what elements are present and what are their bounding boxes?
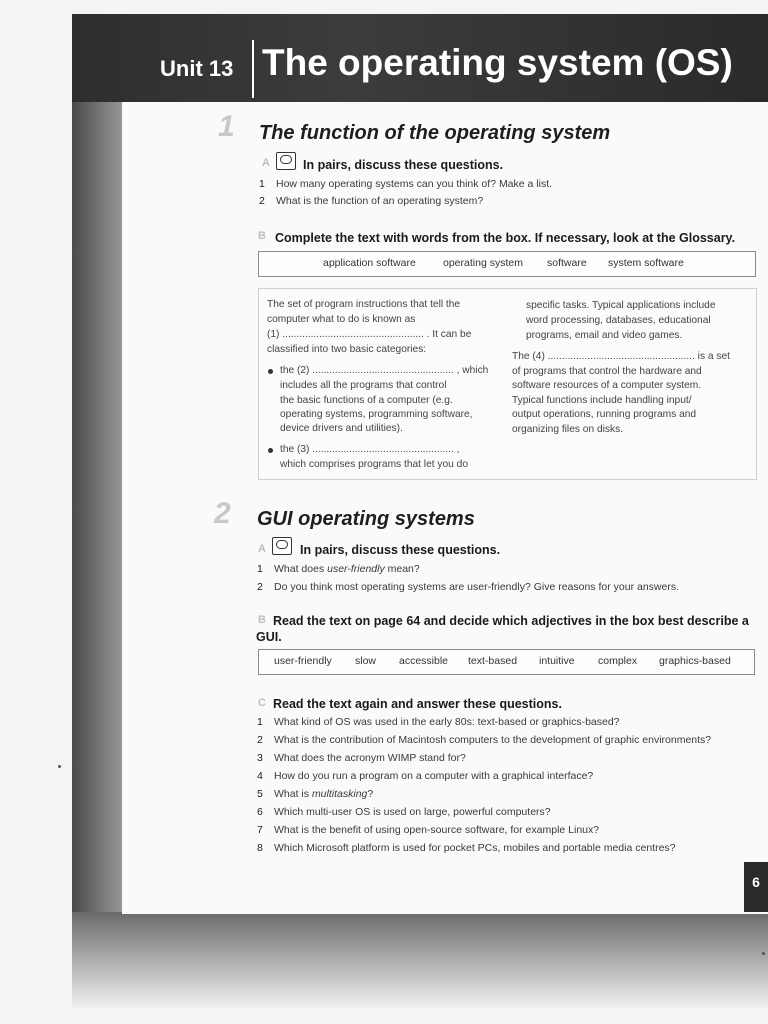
text-left-line: classified into two basic categories:: [267, 344, 427, 355]
section-2-c-letter: C: [258, 697, 266, 709]
section-1-a-letter: A: [262, 157, 270, 169]
question-text: How many operating systems can you think of? Make a list.: [276, 178, 553, 190]
section-1-a-instruction: In pairs, discuss these questions.: [303, 158, 504, 172]
speech-bubble-icon: [276, 152, 296, 170]
question-number: 8: [257, 842, 263, 854]
scan-shadow-left: [72, 14, 124, 914]
question-text-part: mean?: [384, 563, 420, 575]
word-box-item: graphics-based: [659, 655, 731, 667]
bullet: [268, 448, 273, 453]
section-2-a-letter: A: [258, 543, 266, 555]
text-gap-3: the (3) .................................................. ,: [280, 444, 460, 455]
question-number: 6: [257, 806, 263, 818]
word-box-item: text-based: [468, 655, 518, 667]
question-text: What is the function of an operating system?: [276, 195, 484, 207]
text-left-line: operating systems, programming software,: [280, 409, 473, 420]
question-text: What kind of OS was used in the early 80s: text-based or graphics-based?: [274, 716, 620, 728]
unit-label: Unit 13: [160, 56, 234, 81]
question-text: Which Microsoft platform is used for pocket PCs, mobiles and portable media centres?: [274, 842, 676, 854]
text-left-line: the basic functions of a computer (e.g.: [280, 395, 453, 406]
question-text: [274, 788, 373, 800]
question-number: 1: [257, 563, 263, 575]
question-number: 2: [257, 581, 263, 593]
text-right-line: specific tasks. Typical applications include: [526, 300, 716, 311]
text-right-line: software resources of a computer system.: [512, 380, 702, 391]
question-text-part: ?: [367, 788, 374, 800]
word-box-2: [258, 649, 755, 675]
section-1-b-letter: B: [258, 230, 266, 242]
word-box-item: slow: [355, 655, 377, 667]
text-right-line: programs, email and video games.: [526, 330, 683, 341]
question-number: 7: [257, 824, 263, 836]
text-left-line: includes all the programs that control: [280, 380, 447, 391]
word-box-item: software: [547, 257, 587, 269]
question-number: 2: [257, 734, 263, 746]
speech-bubble-icon: [272, 537, 292, 555]
text-right-line: word processing, databases, educational: [526, 315, 711, 326]
word-box-item: user-friendly: [274, 655, 332, 667]
word-box-item: operating system: [443, 257, 523, 269]
bullet: [268, 369, 273, 374]
section-2-a-instruction: In pairs, discuss these questions.: [300, 543, 501, 557]
question-number: 2: [259, 195, 265, 207]
scan-shadow-bottom: [72, 912, 768, 1008]
text-left-line: device drivers and utilities).: [280, 423, 403, 434]
text-gap-4: The (4) .................................................... is a set: [512, 351, 730, 362]
question-number: 3: [257, 752, 263, 764]
question-number: 4: [257, 770, 263, 782]
scan-speck: [762, 952, 765, 955]
section-2-b-instruction: Read the text on page 64 and decide which adjectives in the box best describe a GUI.: [256, 614, 749, 644]
question-text: What does the acronym WIMP stand for?: [274, 752, 466, 764]
text-right-line: organizing files on disks.: [512, 424, 623, 435]
unit-title: The operating system (OS): [262, 42, 733, 83]
question-text: How do you run a program on a computer with a graphical interface?: [274, 770, 594, 782]
section-1-number: 1: [218, 110, 235, 143]
section-1-title: The function of the operating system: [259, 122, 611, 144]
text-left-line: The set of program instructions that tell the: [267, 299, 461, 310]
question-text-emphasis: multitasking: [311, 788, 368, 800]
question-text: [274, 563, 420, 575]
text-right-line: of programs that control the hardware and: [512, 366, 702, 377]
text-right-line: Typical functions include handling input/: [512, 395, 692, 406]
question-number: 5: [257, 788, 263, 800]
unit-divider: [252, 40, 254, 98]
scan-speck: [58, 765, 61, 768]
question-text: What is the contribution of Macintosh computers to the development of graphic environments?: [274, 734, 712, 746]
text-gap-2: the (2) .................................................. , which: [280, 365, 489, 376]
section-2-c-instruction: Read the text again and answer these questions.: [273, 697, 562, 711]
word-box-item: complex: [598, 655, 638, 667]
text-right-line: output operations, running programs and: [512, 409, 697, 420]
text-gap-1: (1) .................................................. . It can be: [267, 329, 472, 340]
question-text-part: What is: [274, 788, 312, 800]
question-number: 1: [257, 716, 263, 728]
text-left-line: which comprises programs that let you do: [280, 459, 468, 470]
section-2-number: 2: [214, 497, 231, 530]
question-text: Do you think most operating systems are user-friendly? Give reasons for your answers.: [274, 581, 680, 593]
question-text: What is the benefit of using open-source software, for example Linux?: [274, 824, 600, 836]
question-text-emphasis: user-friendly: [327, 563, 385, 575]
word-box-item: accessible: [399, 655, 449, 667]
section-1-b-instruction: Complete the text with words from the box. If necessary, look at the Glossary.: [275, 231, 736, 245]
section-2-b-letter: B: [258, 614, 266, 626]
word-box-item: application software: [323, 257, 416, 269]
word-box-item: system software: [608, 257, 684, 269]
question-text: Which multi-user OS is used on large, powerful computers?: [274, 806, 551, 818]
word-box-item: intuitive: [539, 655, 575, 667]
section-2-title: GUI operating systems: [257, 508, 475, 530]
page-number-tab: 6: [744, 862, 768, 912]
text-left-line: computer what to do is known as: [267, 314, 416, 325]
question-number: 1: [259, 178, 265, 190]
question-text-part: What does: [274, 563, 328, 575]
word-box-1: [258, 251, 756, 277]
